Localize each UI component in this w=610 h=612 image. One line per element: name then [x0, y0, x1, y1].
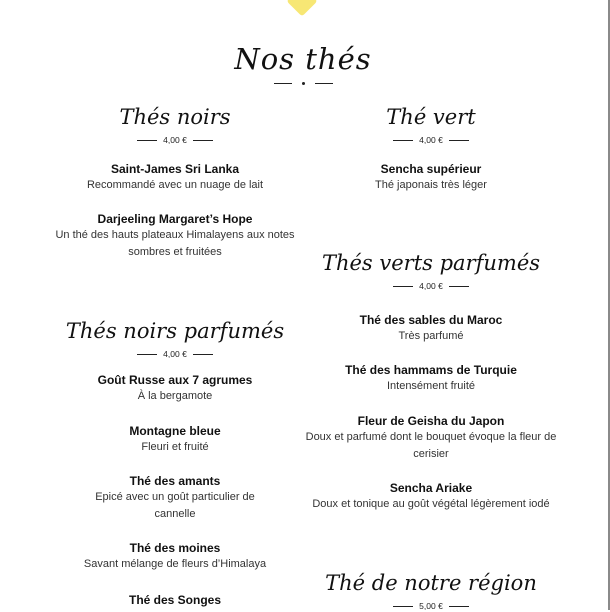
- section-thes-verts-parfumes: [296, 250, 566, 292]
- section-price: 4,00 €: [163, 349, 187, 359]
- item-description: Recommandé avec un nuage de lait: [86, 179, 264, 191]
- menu-item: [40, 373, 310, 405]
- menu-item: [296, 313, 566, 345]
- menu-item: [40, 541, 310, 573]
- menu-item: [296, 481, 566, 513]
- item-name: Fleur de Geisha du Japon: [357, 414, 505, 428]
- menu-item: [40, 474, 310, 523]
- section-title: Thé de notre région: [325, 571, 537, 595]
- section-thes-noirs-parfumes: [40, 318, 310, 360]
- price-row: [296, 600, 566, 612]
- item-description: cerisier: [413, 448, 449, 460]
- menu-item: [296, 414, 566, 463]
- item-description: cannelle: [154, 508, 196, 520]
- menu-item: [40, 424, 310, 456]
- item-name: Goût Russe aux 7 agrumes: [97, 373, 253, 387]
- menu-item: [40, 162, 310, 194]
- section-title: Thés verts parfumés: [321, 251, 541, 275]
- item-name: Sencha Ariake: [389, 481, 473, 495]
- item-name: Thé des hammams de Turquie: [345, 363, 517, 377]
- item-description: sombres et fruitées: [128, 246, 222, 258]
- item-description: Thé japonais très léger: [375, 179, 487, 191]
- item-name: Saint-James Sri Lanka: [110, 162, 240, 176]
- item-description: Doux et parfumé dont le bouquet évoque la fleur de: [305, 431, 557, 443]
- section-price: 4,00 €: [419, 281, 443, 291]
- price-row: [296, 280, 566, 292]
- item-description: Très parfumé: [398, 330, 464, 342]
- item-name: Thé des sables du Maroc: [359, 313, 503, 327]
- item-name: Sencha supérieur: [380, 162, 482, 176]
- section-the-vert: [316, 104, 546, 146]
- section-the-de-notre-region: [296, 570, 566, 612]
- section-title: Thé vert: [386, 105, 476, 129]
- menu-item: [296, 162, 566, 194]
- menu-item: [40, 212, 310, 261]
- item-name: Thé des amants: [129, 474, 221, 488]
- menu-item: [296, 363, 566, 395]
- page-title: Nos thés: [234, 42, 372, 76]
- title-divider: [0, 82, 606, 85]
- item-name: Thé des Songes: [128, 593, 222, 607]
- item-name: Thé des moines: [129, 541, 221, 555]
- item-description: Doux et tonique au goût végétal légèrement iodé: [312, 498, 550, 510]
- item-description: Un thé des hauts plateaux Himalayens aux notes: [55, 229, 295, 241]
- section-price: 4,00 €: [163, 135, 187, 145]
- item-name: Darjeeling Margaret’s Hope: [97, 212, 253, 226]
- section-price: 5,00 €: [419, 601, 443, 611]
- item-description: À la bergamote: [137, 390, 213, 402]
- section-title: Thés noirs: [119, 105, 231, 129]
- price-row: [60, 134, 290, 146]
- item-description: Savant mélange de fleurs d’Himalaya: [83, 558, 267, 570]
- section-title: Thés noirs parfumés: [65, 319, 285, 343]
- price-row: [40, 348, 310, 360]
- section-thes-noirs: [60, 104, 290, 146]
- item-description: Epicé avec un goût particulier de: [95, 491, 255, 503]
- item-description: Intensément fruité: [386, 380, 476, 392]
- menu-item: [40, 593, 310, 608]
- item-description: Fleuri et fruité: [141, 441, 209, 453]
- heart-ornament-icon: [286, 0, 317, 17]
- price-row: [316, 134, 546, 146]
- item-name: Montagne bleue: [129, 424, 221, 438]
- section-price: 4,00 €: [419, 135, 443, 145]
